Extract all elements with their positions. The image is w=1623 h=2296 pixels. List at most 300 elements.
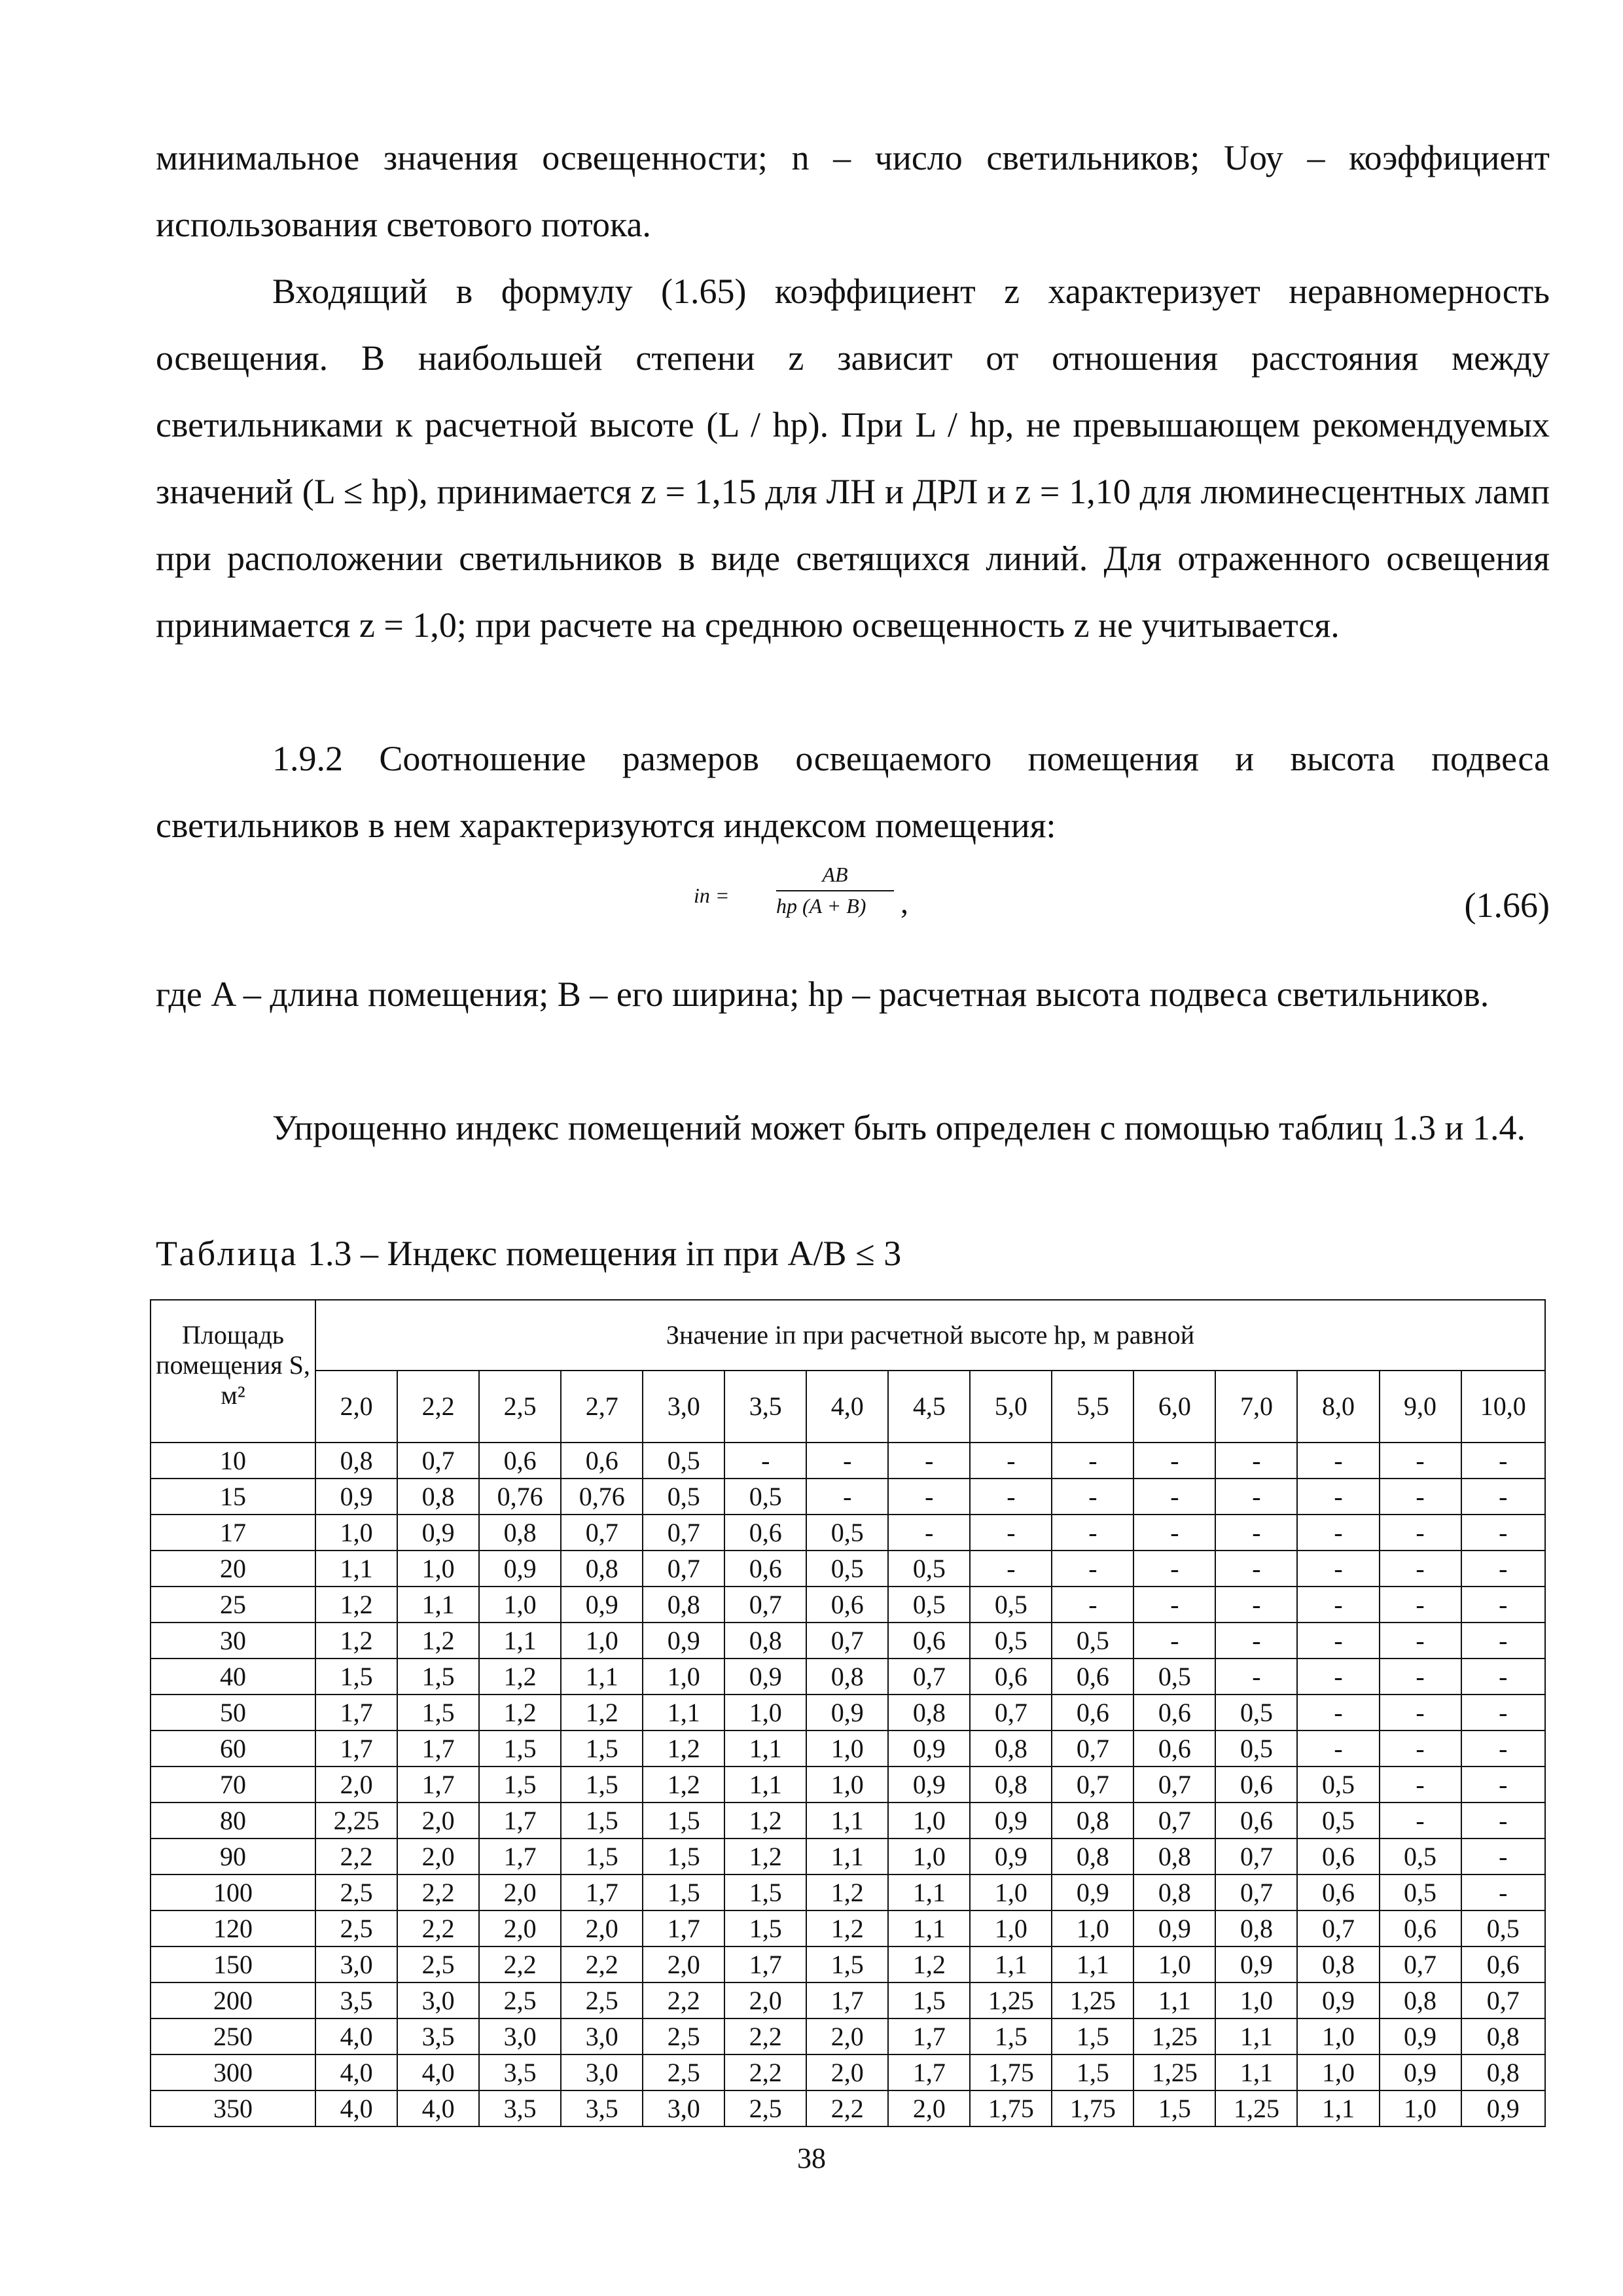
index-value-cell: 1,7 [397,1767,479,1803]
index-value-cell: 4,0 [315,2090,397,2126]
index-value-cell: 1,7 [315,1695,397,1731]
header-group-height: Значение iп при расчетной высоте hp, м равной [315,1300,1545,1371]
index-value-cell: - [1461,1874,1545,1910]
index-value-cell: 0,6 [1215,1803,1297,1839]
index-value-cell: - [1297,1551,1379,1587]
index-value-cell: 0,7 [1215,1839,1297,1874]
index-value-cell: 1,2 [315,1587,397,1623]
index-value-cell: - [970,1479,1052,1515]
index-value-cell: 1,1 [561,1659,643,1695]
index-value-cell: 0,8 [315,1443,397,1479]
index-value-cell: 1,5 [561,1731,643,1767]
index-value-cell: 1,0 [806,1731,888,1767]
index-value-cell: 0,8 [1461,2018,1545,2054]
index-value-cell: 0,9 [1380,2054,1461,2090]
index-value-cell: - [1215,1659,1297,1695]
table-row [151,1946,1545,1982]
area-cell: 10 [151,1443,315,1479]
header-height-cell: 10,0 [1461,1371,1545,1443]
index-value-cell: 1,25 [1052,1982,1133,2018]
table-row [151,1839,1545,1874]
index-value-cell: - [1380,1587,1461,1623]
index-value-cell: 0,5 [1052,1623,1133,1659]
index-value-cell: - [1461,1623,1545,1659]
index-value-cell: 0,6 [724,1551,806,1587]
index-value-cell: 1,25 [1215,2090,1297,2126]
index-value-cell: 1,2 [806,1874,888,1910]
index-value-cell: 0,5 [888,1551,970,1587]
index-value-cell: - [1133,1623,1215,1659]
index-value-cell: 3,5 [479,2054,561,2090]
index-value-cell: 1,1 [1215,2018,1297,2054]
index-value-cell: 1,0 [888,1803,970,1839]
index-value-cell: 3,0 [315,1946,397,1982]
index-value-cell: 2,0 [888,2090,970,2126]
index-value-cell: 0,7 [643,1515,724,1551]
table-caption-label: Таблица [156,1234,299,1273]
index-value-cell: 1,1 [315,1551,397,1587]
index-value-cell: 3,5 [479,2090,561,2126]
index-value-cell: 3,0 [561,2018,643,2054]
table-row [151,1910,1545,1946]
index-value-cell: 1,1 [1215,2054,1297,2090]
index-value-cell: 1,2 [643,1767,724,1803]
area-cell: 20 [151,1551,315,1587]
index-value-cell: 1,7 [643,1910,724,1946]
area-cell: 30 [151,1623,315,1659]
formula-room-index [694,863,908,948]
index-value-cell: 0,5 [1380,1874,1461,1910]
index-value-cell: 2,0 [315,1767,397,1803]
index-value-cell: 1,1 [397,1587,479,1623]
header-height-cell: 5,0 [970,1371,1052,1443]
index-value-cell: 0,8 [1461,2054,1545,2090]
table-body [151,1443,1545,2126]
index-value-cell: 2,5 [315,1910,397,1946]
table-row [151,1587,1545,1623]
index-value-cell: - [1461,1803,1545,1839]
index-value-cell: 0,8 [1052,1803,1133,1839]
index-value-cell: - [888,1479,970,1515]
index-value-cell: 0,5 [1297,1803,1379,1839]
header-height-cell: 5,5 [1052,1371,1133,1443]
index-value-cell: - [1297,1731,1379,1767]
table-caption-text: 1.3 – Индекс помещения iп при A/B ≤ 3 [298,1234,902,1273]
index-value-cell: 2,5 [724,2090,806,2126]
index-value-cell: 3,0 [561,2054,643,2090]
index-value-cell: 3,0 [397,1982,479,2018]
index-value-cell: 0,8 [888,1695,970,1731]
index-value-cell: 0,7 [561,1515,643,1551]
index-value-cell: 1,0 [397,1551,479,1587]
index-value-cell: 1,1 [888,1910,970,1946]
index-value-cell: 0,6 [479,1443,561,1479]
index-value-cell: - [806,1443,888,1479]
index-value-cell: 1,0 [643,1659,724,1695]
index-value-cell: 0,8 [724,1623,806,1659]
header-heights-row [151,1371,1545,1443]
header-height-cell: 2,2 [397,1371,479,1443]
index-value-cell: 0,8 [561,1551,643,1587]
index-value-cell: 0,8 [806,1659,888,1695]
index-value-cell: 0,5 [970,1623,1052,1659]
page-number: 38 [797,2142,826,2174]
index-value-cell: 2,5 [479,1982,561,2018]
index-value-cell: 0,9 [315,1479,397,1515]
index-value-cell: 1,5 [888,1982,970,2018]
header-height-cell: 9,0 [1380,1371,1461,1443]
index-value-cell: 0,9 [1461,2090,1545,2126]
index-value-cell: 2,2 [397,1874,479,1910]
index-value-cell: 1,7 [806,1982,888,2018]
index-value-cell: 1,0 [315,1515,397,1551]
index-value-cell: 1,0 [561,1623,643,1659]
index-value-cell: 0,5 [1133,1659,1215,1695]
index-value-cell: 0,8 [1380,1982,1461,2018]
index-value-cell: - [1380,1767,1461,1803]
index-value-cell: 0,8 [970,1731,1052,1767]
index-value-cell: 4,0 [397,2090,479,2126]
index-value-cell: 1,0 [806,1767,888,1803]
index-value-cell: 0,7 [1133,1767,1215,1803]
index-value-cell: 1,1 [724,1767,806,1803]
header-height-cell: 2,0 [315,1371,397,1443]
table-row [151,1479,1545,1515]
table-row [151,1695,1545,1731]
index-value-cell: - [1052,1587,1133,1623]
index-value-cell: 1,2 [397,1623,479,1659]
index-value-cell: - [1215,1551,1297,1587]
index-value-cell: - [1380,1515,1461,1551]
index-value-cell: 2,2 [397,1910,479,1946]
index-value-cell: 2,2 [724,2054,806,2090]
index-value-cell: 0,7 [806,1623,888,1659]
index-value-cell: 1,5 [724,1874,806,1910]
index-value-cell: - [1461,1695,1545,1731]
equation-number: (1.66) [1464,886,1550,925]
header-height-cell: 7,0 [1215,1371,1297,1443]
index-value-cell: 0,5 [724,1479,806,1515]
index-value-cell: 0,6 [1052,1659,1133,1695]
index-value-cell: 3,5 [397,2018,479,2054]
index-value-cell: 1,0 [479,1587,561,1623]
index-value-cell: 1,2 [561,1695,643,1731]
formula-numerator: AB [822,863,848,886]
area-cell: 70 [151,1767,315,1803]
index-value-cell: 0,9 [888,1767,970,1803]
index-value-cell: 0,5 [1297,1767,1379,1803]
index-value-cell: - [970,1515,1052,1551]
index-value-cell: 0,5 [888,1587,970,1623]
index-value-cell: - [1297,1695,1379,1731]
index-value-cell: 1,2 [724,1803,806,1839]
index-value-cell: - [1380,1479,1461,1515]
index-value-cell: 1,1 [479,1623,561,1659]
index-value-cell: 1,0 [1297,2054,1379,2090]
index-value-cell: 0,8 [1215,1910,1297,1946]
index-value-cell: 0,8 [1297,1946,1379,1982]
index-value-cell: 0,7 [1461,1982,1545,2018]
index-value-cell: 0,7 [888,1659,970,1695]
header-height-cell: 3,5 [724,1371,806,1443]
index-value-cell: - [1297,1659,1379,1695]
paragraph-2: Входящий в формулу (1.65) коэффициент z характеризует неравномерность освещения. В наибольшей степени z зависит от отношения расстояния между светильниками к расчетной высоте (L / hp). При L / hp, не превышающем рекомендуемых значений (L ≤ hp), принимается z = 1,15 для ЛН и ДРЛ и z = 1,10 для люминесцентных ламп при расположении светильников в виде светящихся линий. Для отраженного освещения принимается z = 1,0; при расчете на среднюю освещенность z не учитывается. [156,272,1550,645]
table-row [151,1731,1545,1767]
index-value-cell: - [1380,1659,1461,1695]
index-value-cell: 1,5 [806,1946,888,1982]
index-value-cell: 2,0 [397,1803,479,1839]
index-value-cell: - [1380,1803,1461,1839]
table-row [151,1659,1545,1695]
index-value-cell: - [1052,1479,1133,1515]
index-value-cell: 2,2 [724,2018,806,2054]
table-row [151,1515,1545,1551]
formula-lhs: iп = [694,884,730,907]
index-value-cell: 1,0 [1052,1910,1133,1946]
table-row [151,1874,1545,1910]
index-value-cell: - [1461,1443,1545,1479]
index-value-cell: 0,5 [806,1515,888,1551]
index-value-cell: 0,9 [1380,2018,1461,2054]
index-value-cell: 3,5 [315,1982,397,2018]
index-value-cell: 0,9 [561,1587,643,1623]
header-height-cell: 2,5 [479,1371,561,1443]
index-value-cell: 1,2 [806,1910,888,1946]
index-value-cell: 2,5 [315,1874,397,1910]
index-value-cell: 1,2 [724,1839,806,1874]
index-value-cell: 0,9 [1052,1874,1133,1910]
index-value-cell: - [1215,1479,1297,1515]
index-value-cell: 0,6 [1052,1695,1133,1731]
index-value-cell: - [1133,1479,1215,1515]
area-cell: 100 [151,1874,315,1910]
index-value-cell: 0,7 [643,1551,724,1587]
index-value-cell: 1,5 [643,1874,724,1910]
index-value-cell: - [1461,1515,1545,1551]
fraction-bar [776,890,894,891]
index-value-cell: 0,7 [1052,1767,1133,1803]
index-value-cell: - [1461,1767,1545,1803]
index-value-cell: - [1297,1479,1379,1515]
index-value-cell: - [1215,1515,1297,1551]
index-value-cell: 0,9 [479,1551,561,1587]
index-value-cell: 1,0 [724,1695,806,1731]
index-value-cell: - [1215,1587,1297,1623]
area-cell: 40 [151,1659,315,1695]
index-value-cell: 0,6 [806,1587,888,1623]
index-value-cell: - [1461,1839,1545,1874]
header-height-cell: 8,0 [1297,1371,1379,1443]
index-value-cell: 0,5 [643,1479,724,1515]
area-cell: 17 [151,1515,315,1551]
index-value-cell: - [970,1551,1052,1587]
index-value-cell: 0,76 [561,1479,643,1515]
index-value-cell: 2,2 [315,1839,397,1874]
area-cell: 250 [151,2018,315,2054]
index-value-cell: 1,2 [479,1695,561,1731]
index-value-cell: 0,7 [1133,1803,1215,1839]
index-value-cell: - [1380,1551,1461,1587]
index-value-cell: 1,1 [1052,1946,1133,1982]
index-value-cell: 1,5 [315,1659,397,1695]
index-value-cell: - [888,1515,970,1551]
formula-comma: , [901,886,908,920]
index-value-cell: 2,0 [397,1839,479,1874]
index-value-cell: 1,7 [315,1731,397,1767]
index-value-cell: 2,0 [479,1874,561,1910]
index-value-cell: 1,75 [970,2054,1052,2090]
index-value-cell: 1,5 [479,1767,561,1803]
paragraph-5: Упрощенно индекс помещений может быть определен с помощью таблиц 1.3 и 1.4. [272,1108,1526,1147]
index-value-cell: - [724,1443,806,1479]
index-value-cell: 2,5 [643,2054,724,2090]
index-value-cell: - [1052,1443,1133,1479]
index-value-cell: 1,1 [970,1946,1052,1982]
index-value-cell: 0,7 [1215,1874,1297,1910]
index-value-cell: - [1052,1551,1133,1587]
index-value-cell: 1,1 [806,1803,888,1839]
index-value-cell: 0,9 [1297,1982,1379,2018]
index-value-cell: 1,7 [397,1731,479,1767]
index-value-cell: 0,7 [970,1695,1052,1731]
index-value-cell: 2,5 [561,1982,643,2018]
index-value-cell: 4,0 [397,2054,479,2090]
index-value-cell: 0,6 [561,1443,643,1479]
index-value-cell: 1,2 [315,1623,397,1659]
table-caption [156,1233,901,1274]
index-value-cell: 0,9 [1133,1910,1215,1946]
index-value-cell: 0,6 [1215,1767,1297,1803]
index-value-cell: 2,0 [806,2018,888,2054]
index-value-cell: 1,0 [1297,2018,1379,2054]
index-value-cell: 0,6 [1133,1695,1215,1731]
index-value-cell: - [1461,1659,1545,1695]
index-value-cell: 0,9 [643,1623,724,1659]
index-value-cell: 0,6 [1297,1874,1379,1910]
area-cell: 15 [151,1479,315,1515]
room-index-table [150,1299,1546,2127]
header-height-cell: 4,5 [888,1371,970,1443]
index-value-cell: 1,25 [970,1982,1052,2018]
index-value-cell: 1,7 [888,2054,970,2090]
index-value-cell: - [1297,1515,1379,1551]
index-value-cell: 4,0 [315,2018,397,2054]
index-value-cell: 1,5 [479,1731,561,1767]
index-value-cell: 1,25 [1133,2054,1215,2090]
index-value-cell: 0,9 [970,1839,1052,1874]
paragraph-1: минимальное значения освещенности; n – число светильников; Uоу – коэффициент использования светового потока. [156,138,1550,244]
index-value-cell: 2,5 [397,1946,479,1982]
index-value-cell: - [1133,1551,1215,1587]
index-value-cell: 0,8 [1133,1874,1215,1910]
table-row [151,1767,1545,1803]
index-value-cell: 2,5 [643,2018,724,2054]
index-value-cell: 1,1 [724,1731,806,1767]
index-value-cell: 0,6 [1133,1731,1215,1767]
table-row [151,1982,1545,2018]
index-value-cell: - [1133,1515,1215,1551]
index-value-cell: 1,5 [1052,2018,1133,2054]
index-value-cell: 0,6 [1297,1839,1379,1874]
formula-denominator: hp (A + B) [776,894,866,918]
index-value-cell: 1,1 [888,1874,970,1910]
index-value-cell: 1,2 [643,1731,724,1767]
index-value-cell: 0,6 [888,1623,970,1659]
index-value-cell: 1,5 [561,1767,643,1803]
index-value-cell: - [1133,1587,1215,1623]
index-value-cell: 1,75 [970,2090,1052,2126]
index-value-cell: 0,6 [970,1659,1052,1695]
index-value-cell: - [1380,1443,1461,1479]
index-value-cell: 1,5 [724,1910,806,1946]
index-value-cell: - [1380,1623,1461,1659]
index-value-cell: 0,7 [1052,1731,1133,1767]
index-value-cell: 2,25 [315,1803,397,1839]
index-value-cell: 0,5 [1461,1910,1545,1946]
index-value-cell: 0,7 [1380,1946,1461,1982]
index-value-cell: 0,8 [397,1479,479,1515]
index-value-cell: 1,7 [479,1839,561,1874]
index-value-cell: 1,0 [1380,2090,1461,2126]
index-value-cell: - [970,1443,1052,1479]
index-value-cell: - [1461,1551,1545,1587]
index-value-cell: 0,6 [1461,1946,1545,1982]
index-value-cell: 0,7 [397,1443,479,1479]
index-value-cell: 3,5 [561,2090,643,2126]
index-value-cell: - [1297,1443,1379,1479]
index-value-cell: 1,0 [1133,1946,1215,1982]
index-value-cell: 0,76 [479,1479,561,1515]
index-value-cell: - [1297,1623,1379,1659]
header-height-cell: 6,0 [1133,1371,1215,1443]
index-value-cell: 1,1 [643,1695,724,1731]
index-value-cell: 0,8 [1052,1839,1133,1874]
index-value-cell: - [1380,1695,1461,1731]
index-value-cell: 0,5 [1380,1839,1461,1874]
index-value-cell: 2,0 [724,1982,806,2018]
index-value-cell: 1,7 [479,1803,561,1839]
index-value-cell: 1,1 [1297,2090,1379,2126]
index-value-cell: 0,9 [888,1731,970,1767]
paragraph-4: где A – длина помещения; B – его ширина; hp – расчетная высота подвеса светильников. [156,975,1489,1014]
index-value-cell: 1,2 [479,1659,561,1695]
index-value-cell: - [1461,1731,1545,1767]
index-value-cell: 1,0 [970,1874,1052,1910]
area-cell: 120 [151,1910,315,1946]
area-cell: 200 [151,1982,315,2018]
index-value-cell: - [888,1443,970,1479]
index-value-cell: 0,8 [970,1767,1052,1803]
index-value-cell: 1,2 [888,1946,970,1982]
index-value-cell: 3,0 [643,2090,724,2126]
index-value-cell: - [1215,1623,1297,1659]
index-value-cell: 2,0 [806,2054,888,2090]
area-cell: 300 [151,2054,315,2090]
index-value-cell: 1,1 [806,1839,888,1874]
index-value-cell: 2,2 [806,2090,888,2126]
header-area: Площадь помещения S, м² [151,1300,315,1443]
index-value-cell: 1,0 [970,1910,1052,1946]
index-value-cell: 0,5 [1215,1695,1297,1731]
index-value-cell: 0,8 [643,1587,724,1623]
table-row [151,2018,1545,2054]
area-cell: 350 [151,2090,315,2126]
index-value-cell: 2,0 [643,1946,724,1982]
paragraph-3: 1.9.2 Соотношение размеров освещаемого помещения и высота подвеса светильников в нем характеризуются индексом помещения: [156,739,1550,845]
index-value-cell: 0,5 [1215,1731,1297,1767]
index-value-cell: 0,5 [643,1443,724,1479]
index-value-cell: 1,1 [1133,1982,1215,2018]
